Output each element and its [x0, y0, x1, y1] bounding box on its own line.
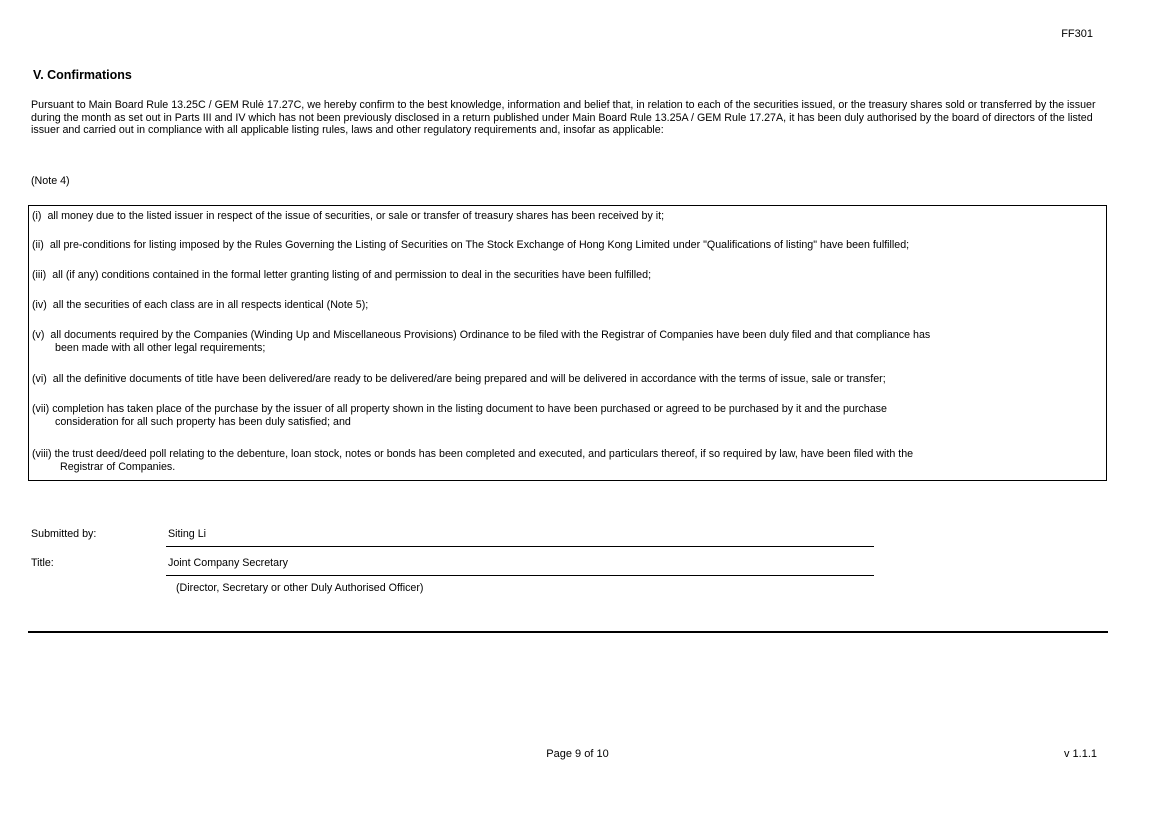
title-label: Title: [31, 557, 54, 569]
section-title: V. Confirmations [33, 68, 132, 82]
item-text: all money due to the listed issuer in respect of the issue of securities, or sale or transfer of treasury shares has been received by it; [47, 210, 665, 222]
submitted-by-label: Submitted by: [31, 528, 97, 540]
item-marker: (iii) [32, 269, 47, 281]
confirmation-intro: Pursuant to Main Board Rule 13.25C / GEM Rulė 17.27C, we hereby confirm to the best knowledge, information and belief that, in relation to each of the securities issued, or the treasury shares sold or transferred by the issuer during the month as set out in Parts III and IV which has not been previously disclosed in a return published under Main Board Rule 13.25A / GEM Rule 17.27A, it has been duly authorised by the board of directors of the listed issuer and carried out in compliance with all applicable listing rules, laws and other regulatory requirements and, insofar as applicable: [31, 99, 1096, 136]
confirmation-item [32, 210, 1097, 223]
submitted-by-value: Siting Li [168, 528, 207, 540]
item-marker: (v) [32, 329, 45, 341]
confirmation-item [32, 373, 1097, 386]
confirmation-item [32, 269, 1097, 282]
page-number: Page 9 of 10 [546, 748, 609, 760]
signatory-hint: (Director, Secretary or other Duly Authorised Officer) [176, 582, 424, 594]
submitted-by-underline [166, 546, 874, 547]
item-text: all documents required by the Companies (Winding Up and Miscellaneous Provisions) Ordinance to be filed with the Registrar of Companies have been duly filed and that compliance has [50, 329, 931, 341]
title-underline [166, 575, 874, 576]
confirmations-box [28, 205, 1107, 481]
item-text: completion has taken place of the purchase by the issuer of all property shown in the listing document to have been purchased or agreed to be purchased by it and the purchase [52, 403, 887, 415]
confirmation-item [32, 403, 1097, 428]
item-text: all the securities of each class are in all respects identical (Note 5); [52, 299, 369, 311]
item-text: the trust deed/deed poll relating to the debenture, loan stock, notes or bonds has been completed and executed, and particulars thereof, if so required by law, have been filed with the [54, 448, 914, 460]
confirmation-item [32, 329, 1097, 354]
confirmation-item [32, 239, 1097, 252]
footer-divider [28, 631, 1108, 633]
item-marker: (vii) [32, 403, 50, 415]
item-marker: (i) [32, 210, 42, 222]
item-text: all (if any) conditions contained in the formal letter granting listing of and permission to deal in the securities have been fulfilled; [52, 269, 652, 281]
confirmation-item [32, 299, 1097, 312]
item-text-continued: been made with all other legal requirements; [55, 341, 266, 354]
item-text: all the definitive documents of title have been delivered/are ready to be delivered/are being prepared and will be delivered in accordance with the terms of issue, sale or transfer; [52, 373, 886, 385]
item-text-continued: consideration for all such property has been duly satisfied; and [55, 415, 351, 428]
item-marker: (ii) [32, 239, 44, 251]
version-label: v 1.1.1 [1063, 748, 1097, 760]
item-text: all pre-conditions for listing imposed by the Rules Governing the Listing of Securities on The Stock Exchange of Hong Kong Limited under "Qualifications of listing" have been fulfilled; [49, 239, 910, 251]
title-value: Joint Company Secretary [168, 557, 288, 569]
item-marker: (iv) [32, 299, 47, 311]
item-text-continued: Registrar of Companies. [60, 460, 176, 473]
item-marker: (viii) [32, 448, 52, 460]
note-reference: (Note 4) [31, 175, 70, 187]
form-code: FF301 [1061, 28, 1093, 40]
confirmation-item [32, 448, 1097, 473]
item-marker: (vi) [32, 373, 47, 385]
